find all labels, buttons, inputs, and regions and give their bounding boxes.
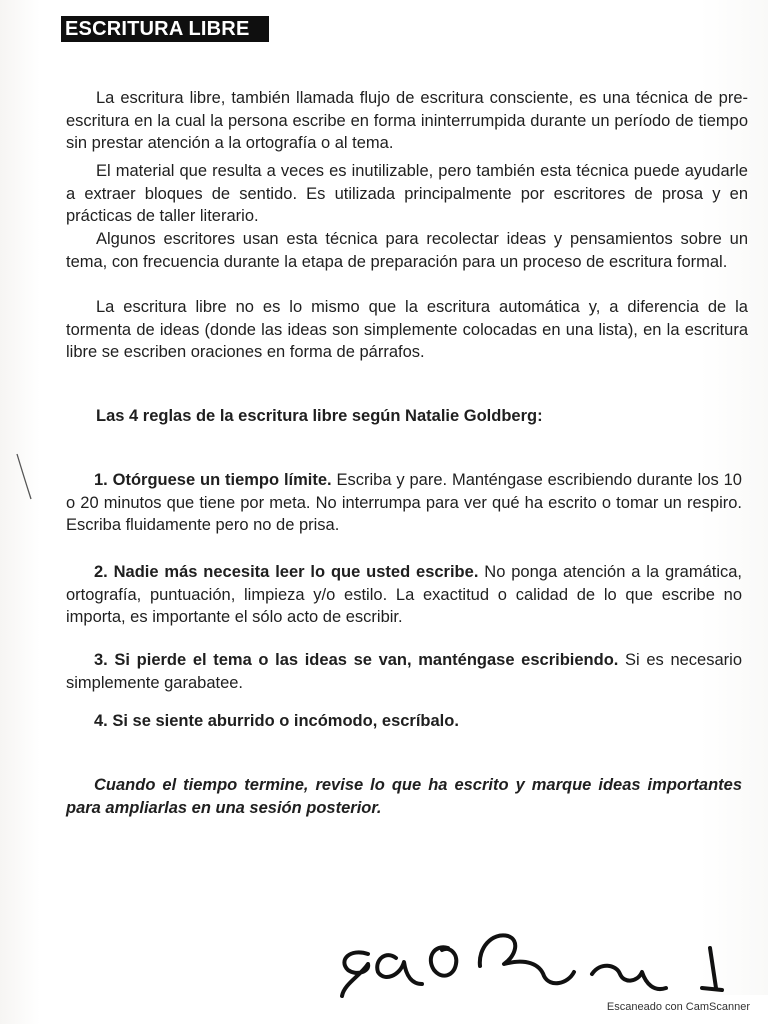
pencil-stroke-icon [14,452,34,502]
rule-1-text: Escriba y pare. Manténgase escribiendo durante los 10 o 20 minutos que tiene por meta. No interrumpa para ver qué ha escrito o tomar un respiro. Escriba fluidamente pero no de prisa. [66,471,742,534]
intro-paragraph-1: La escritura libre, también llamada flujo de escritura consciente, es una técnica de pre-escritura en la cual la persona escribe en forma ininterrumpida durante un período de tiempo sin prestar atención a la ortografía o al tema. [66,89,748,152]
rule-2-lead: 2. Nadie más necesita leer lo que usted escribe. [94,563,479,581]
rule-4-lead: 4. Si se siente aburrido o incómodo, escríbalo. [94,712,459,730]
intro-paragraph-2: El material que resulta a veces es inutilizable, pero también esta técnica puede ayudarle a extraer bloques de sentido. Es utilizada principalmente por escritores de prosa y en prácticas de taller literario. [66,162,748,225]
intro-paragraph-3: Algunos escritores usan esta técnica para recolectar ideas y pensamientos sobre un tema, con frecuencia durante la etapa de preparación para un proceso de escritura formal. [66,230,748,271]
rule-1 [66,469,742,537]
page-title: ESCRITURA LIBRE [61,16,269,42]
rules-heading: Las 4 reglas de la escritura libre según Natalie Goldberg: [96,407,543,425]
watermark: Escaneado con CamScanner [606,1001,750,1013]
rule-2-text: No ponga atención a la gramática, ortografía, puntuación, limpieza y/o estilo. La exactitud o calidad de lo que escribe no importa, es importante el sólo acto de escribir. [66,563,743,626]
rule-2 [66,561,742,629]
intro-paragraph-4: La escritura libre no es lo mismo que la escritura automática y, a diferencia de la tormenta de ideas (donde las ideas son simplemente colocadas en una lista), en la escritura libre se escriben oraciones en forma de párrafos. [66,298,748,361]
closing-note: Cuando el tiempo termine, revise lo que ha escrito y marque ideas importantes para ampliarlas en una sesión posterior. [66,776,742,817]
rule-1-lead: 1. Otórguese un tiempo límite. [94,471,332,489]
rule-4 [66,710,742,733]
rule-3-lead: 3. Si pierde el tema o las ideas se van, manténgase escribiendo. [94,651,619,669]
rule-3 [66,649,742,694]
rule-3-text: Si es necesario simplemente garabatee. [66,651,742,692]
